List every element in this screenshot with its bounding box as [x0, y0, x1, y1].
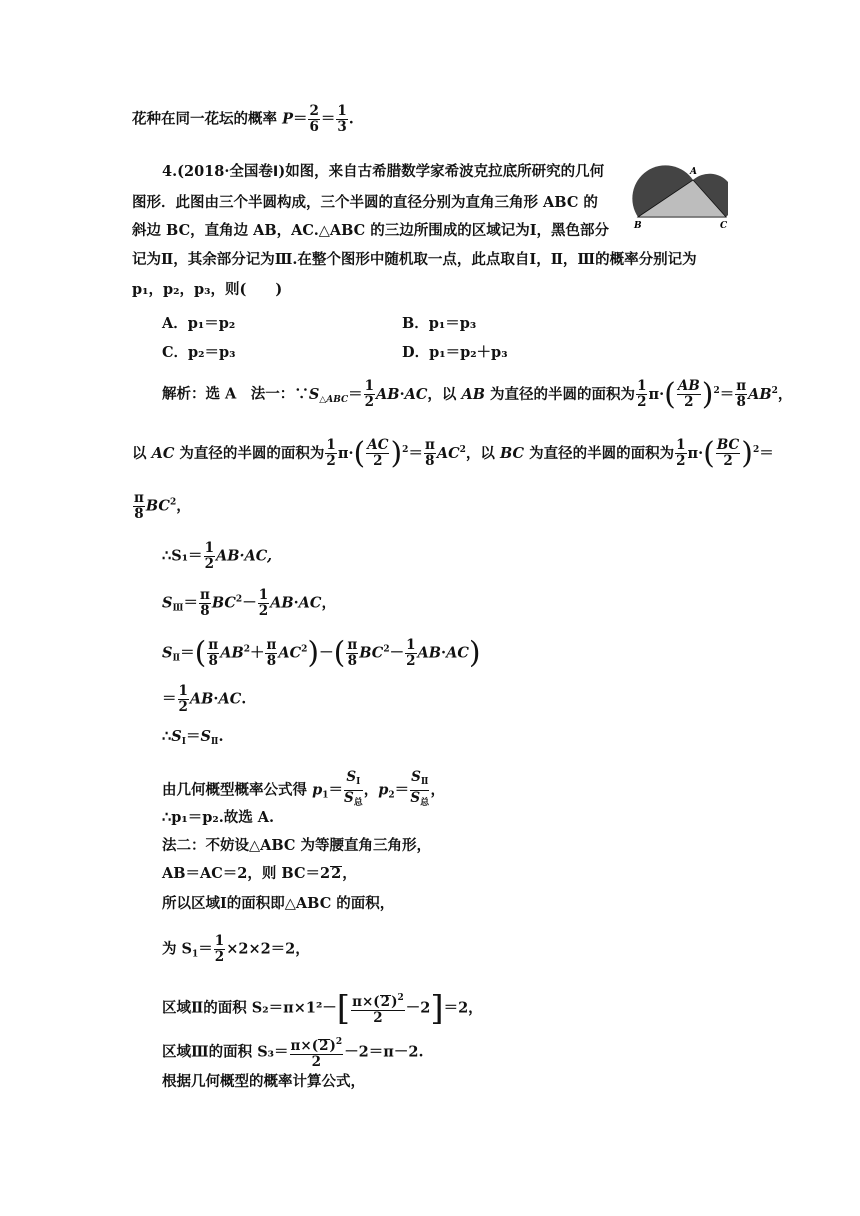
var-p: P — [282, 110, 293, 128]
option-a[interactable] — [162, 312, 235, 333]
fraction-2-6 — [308, 104, 319, 135]
method2-text: 为 S — [162, 940, 193, 958]
method2-text: 区域Ⅱ的面积 S₂＝π×1²－ — [162, 999, 337, 1017]
method2-line-4: 为 $S_1=$ $\frac{1}{2}$ ×2×2＝2， — [162, 933, 310, 965]
ac-semicircle-text: 以 AC 为直径的半圆的面积为 $\frac{1}{2}$ π·( $\frac{AC}{2}$ )$^2$＝ $\frac{\pi}{8}$ $AC^2$，以 BC 为直径的半圆的面积为 $\frac{1}{2}$ π·( $\frac{BC}{2}$ )$^2$＝ — [132, 435, 774, 471]
solution-line-3: $\frac{\pi}{8}$ $BC^2$， — [134, 490, 191, 522]
option-c[interactable] — [162, 341, 236, 362]
question-text: 图形．此图由三个半圆构成，三个半圆的直径分别为直角三角形 ABC 的 — [132, 194, 598, 211]
frac-num: 1 — [337, 103, 347, 119]
solution-head: 解析：选 A 法一： — [162, 385, 295, 403]
source-label: 全国卷Ⅰ — [229, 164, 279, 180]
question-text: p₁，p₂，p₃，则( ) — [132, 281, 283, 298]
question-line-1 — [162, 162, 604, 182]
method2-line-7 — [162, 1072, 365, 1092]
s2-result: ＝ $\frac{1}{2}$ AB·AC. — [162, 683, 247, 715]
ab-ac: AB·AC, — [215, 547, 273, 565]
method2-text: －2＝π－2. — [344, 1043, 424, 1061]
solution-line-2 — [132, 435, 774, 471]
option-c-label: C．p₂＝p₃ — [162, 344, 236, 361]
probability-formula: 由几何概型概率公式得 $p_1=$ $\frac{S_Ⅰ}{S_总}$ ，$p_2=$ $\frac{S_Ⅱ}{S_总}$ ， — [162, 769, 445, 808]
hippocrates-lune-figure — [628, 155, 728, 230]
question-line-5 — [132, 280, 282, 300]
question-line-2 — [132, 193, 598, 213]
frac-den: 6 — [309, 119, 319, 135]
method2-line-2: AB＝AC＝2，则 BC＝22， — [162, 865, 357, 882]
question-line-3 — [132, 221, 609, 241]
because-text: $\because S_{\triangle ABC}=$ $\frac{1}{2}$ AB·AC，以 AB 为直径的半圆的面积为 $\frac{1}{2}$ π·( $\frac{AB}{2}$ )$^2$＝ $\frac{\pi}{8}$ $AB^2$， — [294, 376, 793, 412]
method2-head: 法二： — [162, 837, 206, 854]
s1-label: ∴S₁＝ — [162, 547, 203, 565]
prev-text: 花种在同一花坛的概率 — [132, 110, 283, 128]
s3-formula: $S_Ⅲ=$ $\frac{\pi}{8}$ $BC^2-$ $\frac{1}{2}$ AB·AC， — [162, 587, 336, 619]
question-text: 记为Ⅱ，其余部分记为Ⅲ.在整个图形中随机取一点，此点取自Ⅰ，Ⅱ，Ⅲ的概率分别记为 — [132, 251, 697, 268]
method2-text: 区域Ⅲ的面积 S₃＝ — [162, 1043, 289, 1061]
question-text: 斜边 BC，直角边 AB，AC.△ABC 的三边所围成的区域记为Ⅰ，黑色部分 — [132, 222, 610, 239]
method2-text: 所以区域Ⅰ的面积即△ABC 的面积， — [162, 895, 395, 912]
fraction-1-3 — [336, 104, 347, 135]
method2-line-3 — [162, 894, 394, 914]
source-close: ) — [278, 163, 286, 180]
s1-formula: ∴S₁＝ $\frac{1}{2}$ AB·AC, — [162, 540, 273, 572]
previous-answer-line — [132, 104, 354, 135]
question-line-4 — [132, 250, 697, 270]
conclusion-text: ∴p₁＝p₂.故选 A. — [162, 809, 275, 826]
therefore-equal: $\therefore S_Ⅰ=S_Ⅱ$. — [162, 728, 224, 747]
solution-line-1 — [162, 376, 793, 412]
method2-text: ×2×2＝2， — [226, 940, 310, 958]
method2-text: 不妨设△ABC 为等腰直角三角形， — [205, 837, 432, 854]
method2-text: AB＝AC＝2，则 BC＝2 — [162, 865, 331, 882]
equals: ＝ — [292, 110, 308, 128]
frac-den: 3 — [337, 119, 347, 135]
method2-line-5: 区域Ⅱ的面积 S₂＝π×1²－[ $\frac{\pi\times(2)^2}{2}$ －2]＝2， — [162, 988, 483, 1029]
label-b: B — [634, 221, 642, 230]
source-open: (2018· — [177, 163, 230, 180]
frac-num: 2 — [309, 103, 319, 119]
method2-text: ＝2， — [443, 999, 483, 1017]
option-d[interactable] — [402, 341, 508, 362]
method2-line-6: 区域Ⅲ的面积 S₃＝ $\frac{\pi\times(2)^2}{2}$ －2＝π－2. — [162, 1037, 424, 1070]
label-c: C — [720, 221, 728, 230]
label-a: A — [690, 167, 697, 177]
option-d-label: D．p₁＝p₂＋p₃ — [402, 344, 508, 361]
conclusion-line — [162, 808, 274, 828]
s2-formula: $S_Ⅱ=$( $\frac{\pi}{8}$ $AB^2+$ $\frac{\pi}{8}$ $AC^2)-$( $\frac{\pi}{8}$ $BC^2-$ $\frac{1}{2}$ AB·AC) — [162, 635, 481, 671]
sqrt-2: 2 — [331, 865, 342, 882]
equals: ＝ — [320, 110, 336, 128]
method2-line-1 — [162, 836, 431, 856]
method2-text: 根据几何概型的概率计算公式， — [162, 1073, 365, 1090]
option-a-label: A．p₁＝p₂ — [162, 315, 236, 332]
question-text: 如图，来自古希腊数学家希波克拉底所研究的几何 — [285, 163, 605, 180]
question-number: 4. — [162, 163, 178, 180]
period: . — [348, 110, 354, 128]
option-b-label: B．p₁＝p₃ — [402, 315, 477, 332]
option-b[interactable] — [402, 312, 476, 333]
